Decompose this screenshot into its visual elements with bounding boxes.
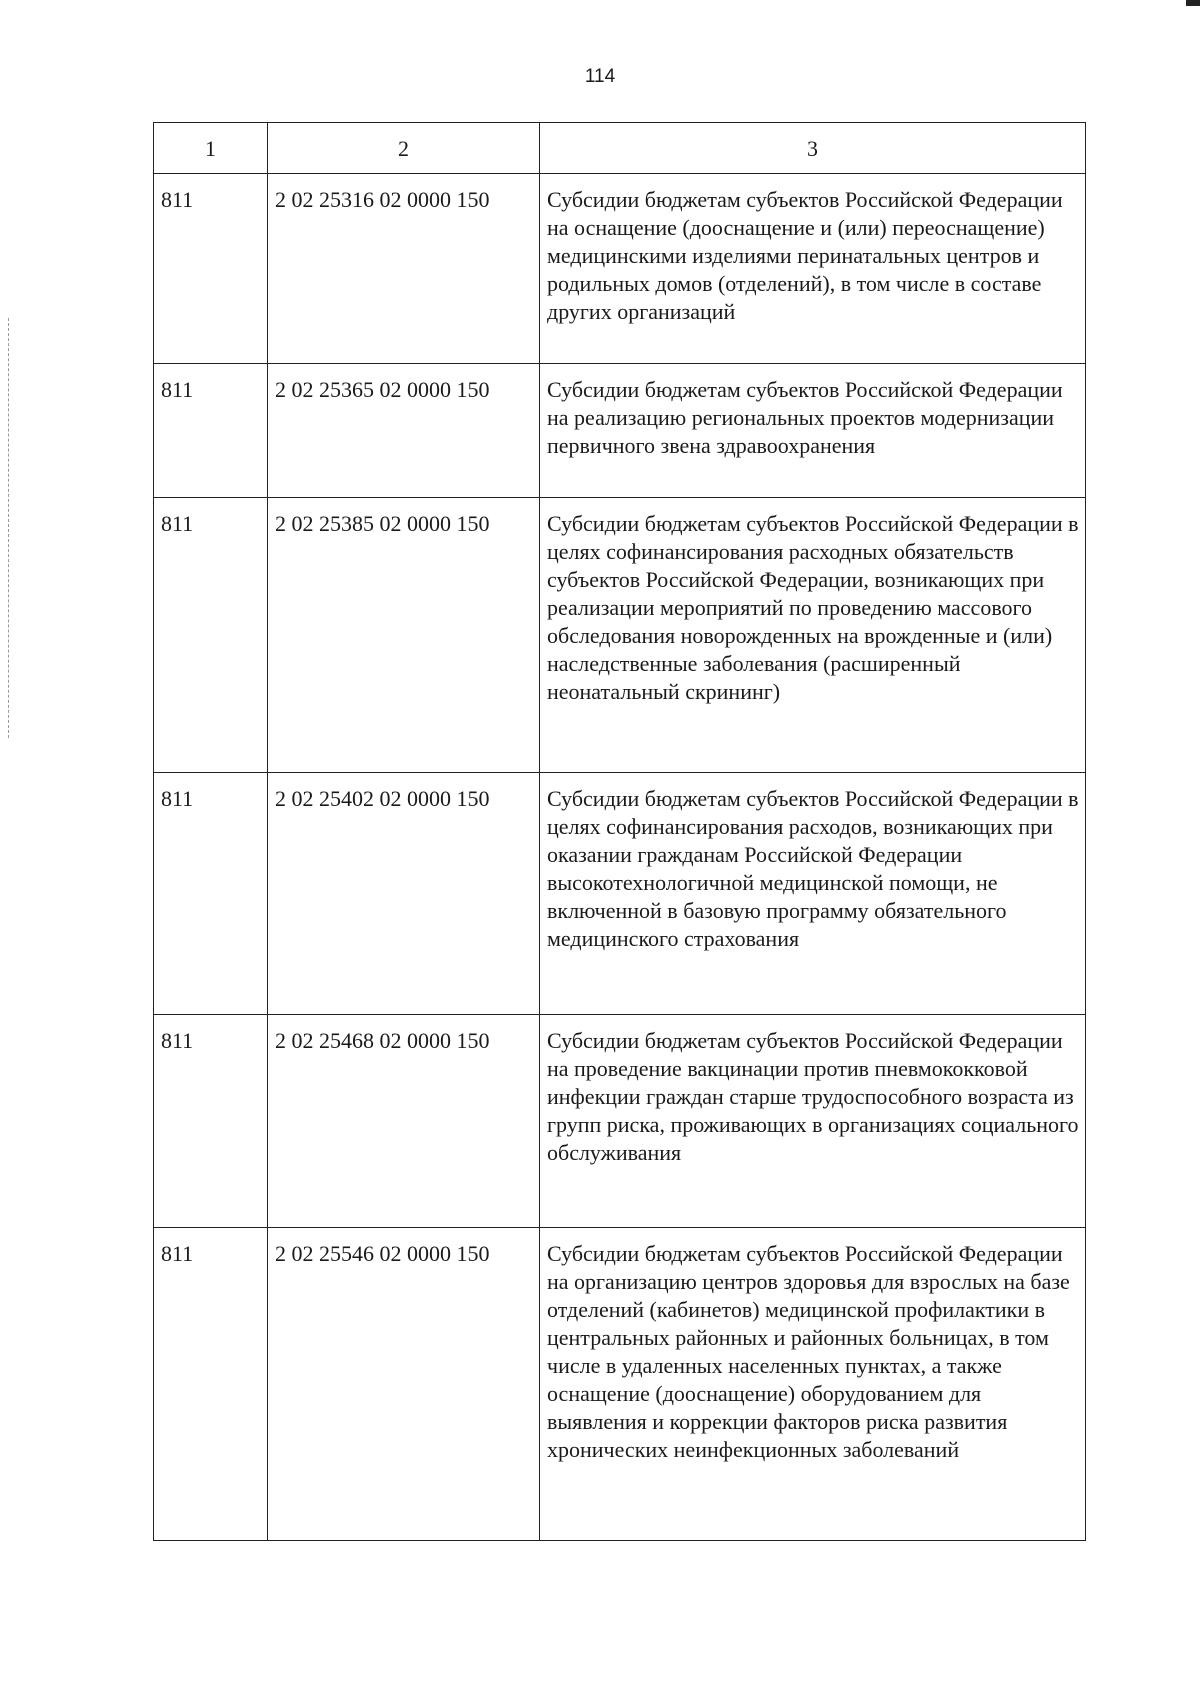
description-cell: Субсидии бюджетам субъектов Российской Федерации на оснащение (дооснащение и (или) переоснащение) медицинскими изделиями перинатальных центров и родильных домов (отделений), в том числе в составе других организаций — [540, 174, 1086, 364]
page-number: 114 — [584, 66, 616, 87]
header-col-1: 1 — [154, 123, 268, 174]
budget-code-cell: 2 02 25468 02 0000 150 — [268, 1015, 540, 1228]
scan-edge-mark — [1186, 0, 1200, 6]
budget-code-cell: 2 02 25385 02 0000 150 — [268, 498, 540, 773]
budget-code-cell: 2 02 25546 02 0000 150 — [268, 1228, 540, 1541]
admin-code-cell: 811 — [154, 498, 268, 773]
table-row — [154, 1015, 1086, 1228]
description-cell: Субсидии бюджетам субъектов Российской Федерации на проведение вакцинации против пневмококковой инфекции граждан старше трудоспособного возраста из групп риска, проживающих в организациях социального обслуживания — [540, 1015, 1086, 1228]
description-cell: Субсидии бюджетам субъектов Российской Федерации на организацию центров здоровья для взрослых на базе отделений (кабинетов) медицинской профилактики в центральных районных и районных больницах, в том числе в удаленных населенных пунктах, а также оснащение (дооснащение) оборудованием для выявления и коррекции факторов риска развития хронических неинфекционных заболеваний — [540, 1228, 1086, 1541]
admin-code-cell: 811 — [154, 364, 268, 498]
description-cell: Субсидии бюджетам субъектов Российской Федерации в целях софинансирования расходов, возникающих при оказании гражданам Российской Федерации высокотехнологичной медицинской помощи, не включенной в базовую программу обязательного медицинского страхования — [540, 773, 1086, 1015]
table-row — [154, 174, 1086, 364]
description-cell: Субсидии бюджетам субъектов Российской Федерации на реализацию региональных проектов модернизации первичного звена здравоохранения — [540, 364, 1086, 498]
budget-code-cell: 2 02 25316 02 0000 150 — [268, 174, 540, 364]
budget-code-cell: 2 02 25402 02 0000 150 — [268, 773, 540, 1015]
table-row — [154, 1228, 1086, 1541]
admin-code-cell: 811 — [154, 1015, 268, 1228]
admin-code-cell: 811 — [154, 174, 268, 364]
budget-codes-table — [153, 122, 1086, 1541]
table-row — [154, 498, 1086, 773]
table-header-row — [154, 123, 1086, 174]
scan-artifact-dots — [8, 318, 11, 738]
admin-code-cell: 811 — [154, 1228, 268, 1541]
budget-code-cell: 2 02 25365 02 0000 150 — [268, 364, 540, 498]
admin-code-cell: 811 — [154, 773, 268, 1015]
description-cell: Субсидии бюджетам субъектов Российской Федерации в целях софинансирования расходных обязательств субъектов Российской Федерации, возникающих при реализации мероприятий по проведению массового обследования новорожденных на врожденные и (или) наследственные заболевания (расширенный неонатальный скрининг) — [540, 498, 1086, 773]
table-row — [154, 773, 1086, 1015]
header-col-2: 2 — [268, 123, 540, 174]
header-col-3: 3 — [540, 123, 1086, 174]
table-row — [154, 364, 1086, 498]
